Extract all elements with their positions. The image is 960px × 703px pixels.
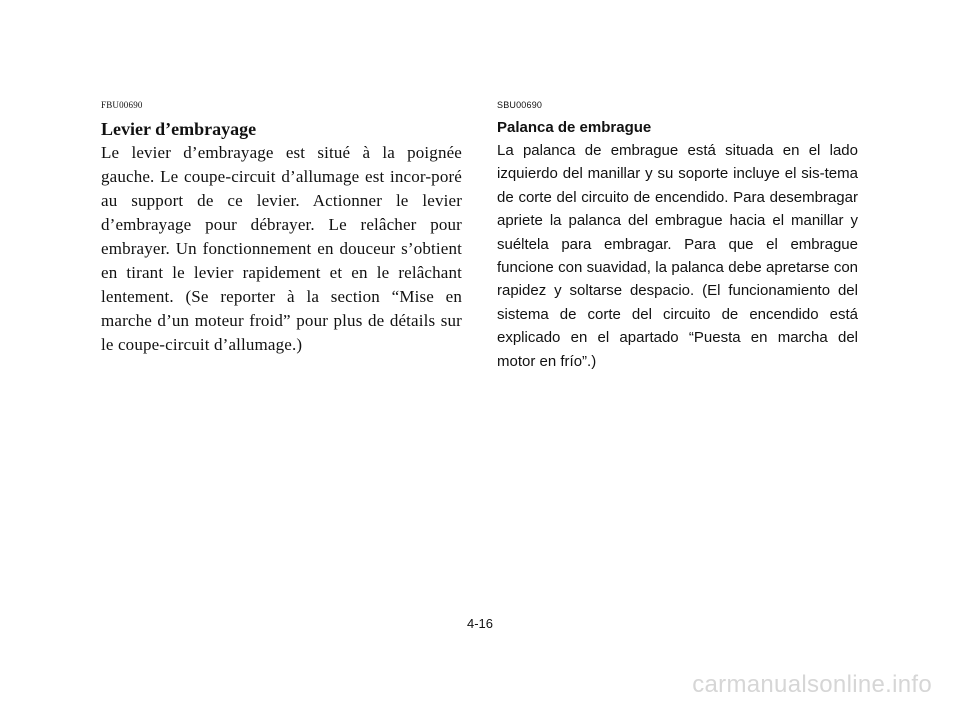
section-code-es: SBU00690 [497,100,543,110]
section-title-es: Palanca de embrague [497,119,652,136]
section-body-es: La palanca de embrague está situada en el lado izquierdo del manillar y su soporte incluye el sis-tema de corte del circuito de encendido. Para desembragar apriete la palanca del embrague hacia el manillar y suéltela para embragar. Para que el embrague funcione con suavidad, la palanca debe apretarse con rapidez y soltarse despacio. (El funcionamiento del sistema de corte del circuito de encendido está explicado en el apartado “Puesta en marcha del motor en frío”.) [497,142,858,370]
watermark-text: carmanualsonline.info [692,671,932,698]
section-title-fr: Levier d’embrayage [101,119,257,139]
french-column [101,100,462,357]
page-number: 4-16 [466,616,494,631]
spanish-column [497,100,858,373]
section-code-fr: FBU00690 [101,100,143,110]
section-body-fr: Le levier d’embrayage est situé à la poignée gauche. Le coupe-circuit d’allumage est incor-poré au support de ce levier. Actionner le levier d’embrayage pour débrayer. Le relâcher pour embrayer. Un fonctionnement en douceur s’obtient en tirant le levier rapidement et en le relâchant lentement. (Se reporter à la section “Mise en marche d’un moteur froid” pour plus de détails sur le coupe-circuit d’allumage.) [101,143,462,354]
